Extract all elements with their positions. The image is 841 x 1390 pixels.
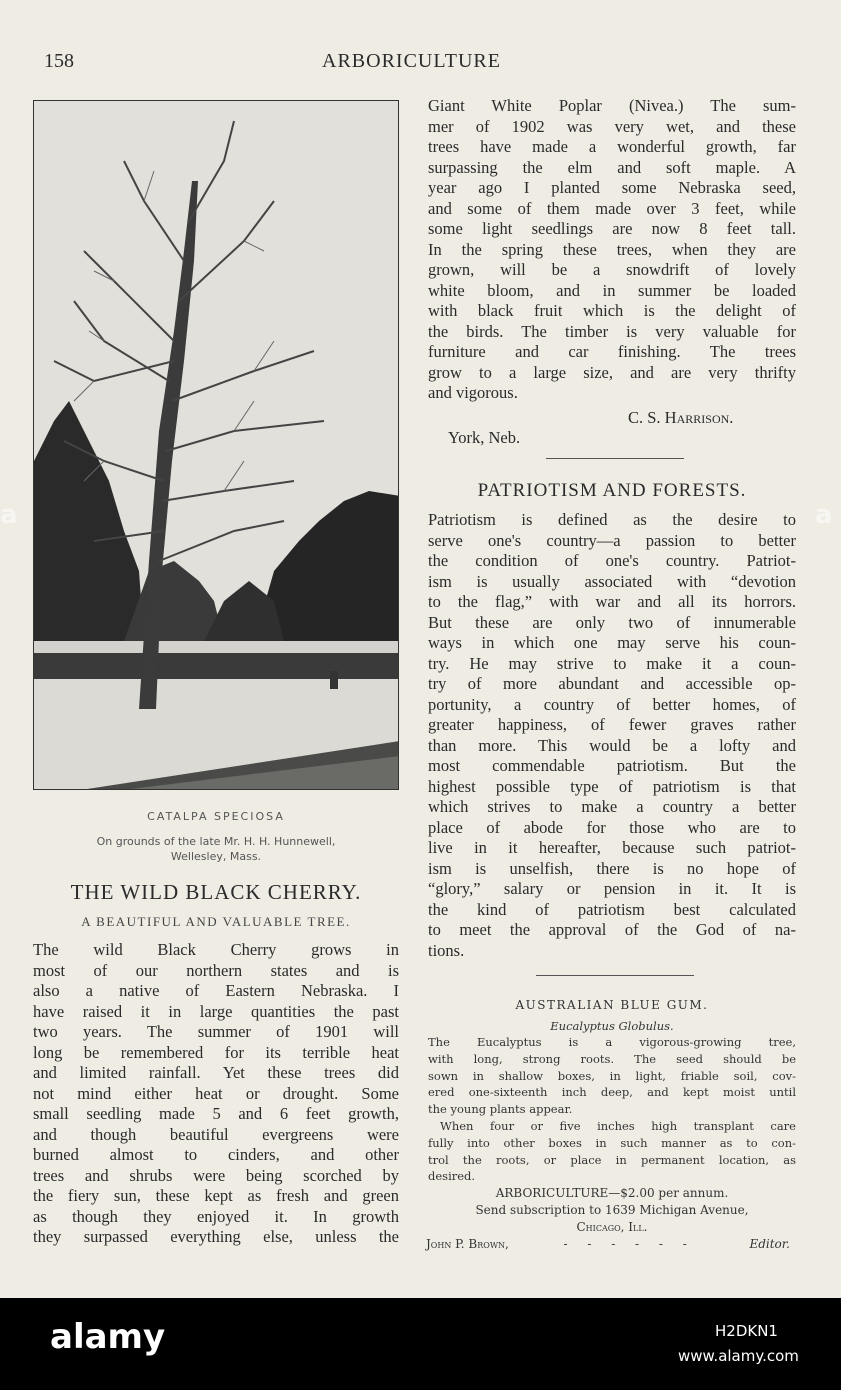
footer-url: www.alamy.com [678,1347,799,1365]
text-line: The Eucalyptus is a vigorous-growing tree, [428,1035,796,1049]
text-line: greater happiness, of fewer graves rather [428,715,796,734]
photo-caption-line: On grounds of the late Mr. H. H. Hunnewell, [96,835,336,848]
editor-name: John P. Brown, [426,1237,509,1251]
article-body-wild-black-cherry [33,940,399,1248]
section-divider [536,975,694,976]
text-line: desired. [428,1169,476,1184]
text-line: trees and shrubs were being scorched by [33,1165,399,1185]
notice-heading-blue-gum: AUSTRALIAN BLUE GUM. [515,998,709,1012]
text-line: But these are only two of innumerable [428,612,796,632]
section-divider [546,458,684,459]
text-line: the young plants appear. [428,1102,573,1117]
photo-caption-title: CATALPA SPECIOSA [147,810,285,823]
text-line: ism is unselfish, there is no hope of [428,858,796,878]
author-place: York, Neb. [448,428,521,447]
text-line: two years. The summer of 1901 will [33,1022,399,1041]
text-line: they surpassed everything else, unless the [33,1227,399,1246]
article-continuation-poplar [428,96,796,404]
text-line: with black fruit which is the delight of [428,301,796,320]
photo-caption-line: Wellesley, Mass. [170,850,262,863]
text-line: live in it hereafter, because such patriot- [428,838,796,857]
tree-photograph [33,100,399,790]
text-line: the fiery sun, these kept as fresh and green [33,1186,399,1205]
author-signature: C. S. Harrison. [628,408,734,427]
text-line: than more. This would be a lofty and [428,735,796,755]
subscription-price: ARBORICULTURE—$2.00 per annum. [495,1186,729,1200]
text-line: the condition of one's country. Patriot- [428,551,796,570]
notice-body-blue-gum [428,1034,796,1185]
text-line: not mind either heat or drought. Some [33,1083,399,1103]
text-line: small seedling made 5 and 6 feet growth, [33,1104,399,1123]
text-line: to the flag,” with war and all its horrors. [428,592,796,611]
text-line: place of abode for those who are to [428,817,796,837]
text-line: furniture and car finishing. The trees [428,342,796,361]
page-number: 158 [44,50,74,72]
text-line: try. He may strive to make it a coun- [428,653,796,673]
text-line: When four or five inches high transplant care [440,1118,796,1133]
text-line: Giant White Poplar (Nivea.) The sum- [428,96,796,115]
text-line: sown in shallow boxes, in light, friable soil, cov- [428,1068,796,1083]
subscription-city: Chicago, Ill. [576,1220,648,1234]
text-line: most commendable patriotism. But the [428,756,796,775]
text-line: burned almost to cinders, and other [33,1145,399,1164]
text-line: and some of them made over 3 feet, while [428,198,796,218]
editor-line [426,1236,790,1253]
watermark: a [815,500,833,530]
text-line: The wild Black Cherry grows in [33,940,399,959]
text-line: ways in which one may serve his coun- [428,633,796,652]
running-title: ARBORICULTURE [322,50,501,72]
subscription-address: Send subscription to 1639 Michigan Avenue, [475,1203,749,1217]
text-line: try of more abundant and accessible op- [428,674,796,693]
text-line: and limited rainfall. Yet these trees did [33,1063,399,1082]
text-line: portunity, a country of better homes, of [428,694,796,714]
text-line: ism is usually associated with “devotion [428,571,796,591]
text-line: surpassing the elm and soft maple. A [428,157,796,177]
text-line: serve one's country—a passion to better [428,530,796,550]
text-line: long be remembered for its terrible heat [33,1042,399,1062]
text-line: year ago I planted some Nebraska seed, [428,178,796,197]
editor-label: Editor. [749,1237,790,1251]
text-line: which strives to make a country a better [428,797,796,816]
text-line: also a native of Eastern Nebraska. I [33,981,399,1000]
text-line: trees have made a wonderful growth, far [428,137,796,156]
text-line: tions. [428,940,465,960]
text-line: mer of 1902 was very wet, and these [428,116,796,136]
text-line: and vigorous. [428,383,518,402]
notice-subtitle: Eucalyptus Globulus. [550,1019,674,1033]
article-body-patriotism [428,510,796,961]
text-line: have raised it in large quantities the past [33,1001,399,1021]
alamy-logo: alamy [50,1317,166,1357]
text-line: some light seedlings are now 8 feet tall. [428,219,796,238]
text-line: In the spring these trees, when they are [428,239,796,259]
text-line: white bloom, and in summer be loaded [428,280,796,300]
text-line: highest possible type of patriotism is that [428,776,796,796]
text-line: the birds. The timber is very valuable for [428,321,796,341]
text-line: grow to a large size, and are very thrifty [428,362,796,382]
article-subheading: A BEAUTIFUL AND VALUABLE TREE. [81,914,351,929]
text-line: most of our northern states and is [33,960,399,980]
text-line: to meet the approval of the God of na- [428,920,796,939]
text-line: fully into other boxes in such manner as to con- [428,1135,796,1150]
text-line: the kind of patriotism best calculated [428,899,796,919]
article-heading-patriotism: PATRIOTISM AND FORESTS. [477,480,747,501]
text-line: grown, will be a snowdrift of lovely [428,260,796,279]
text-line: and though beautiful evergreens were [33,1124,399,1144]
text-line: as though they enjoyed it. In growth [33,1206,399,1226]
text-line: ered one-sixteenth inch deep, and kept moist until [428,1085,796,1100]
image-id: H2DKN1 [715,1322,778,1340]
article-heading-wild-black-cherry: THE WILD BLACK CHERRY. [70,880,362,904]
text-line: Patriotism is defined as the desire to [428,510,796,529]
catalpa-tree-illustration [34,101,399,790]
text-line: trol the roots, or place in permanent location, as [428,1152,796,1167]
watermark: a [0,500,18,530]
text-line: “glory,” salary or pension in it. It is [428,879,796,898]
text-line: with long, strong roots. The seed should be [428,1051,796,1066]
editor-dashes: - - - - - - [563,1237,695,1251]
